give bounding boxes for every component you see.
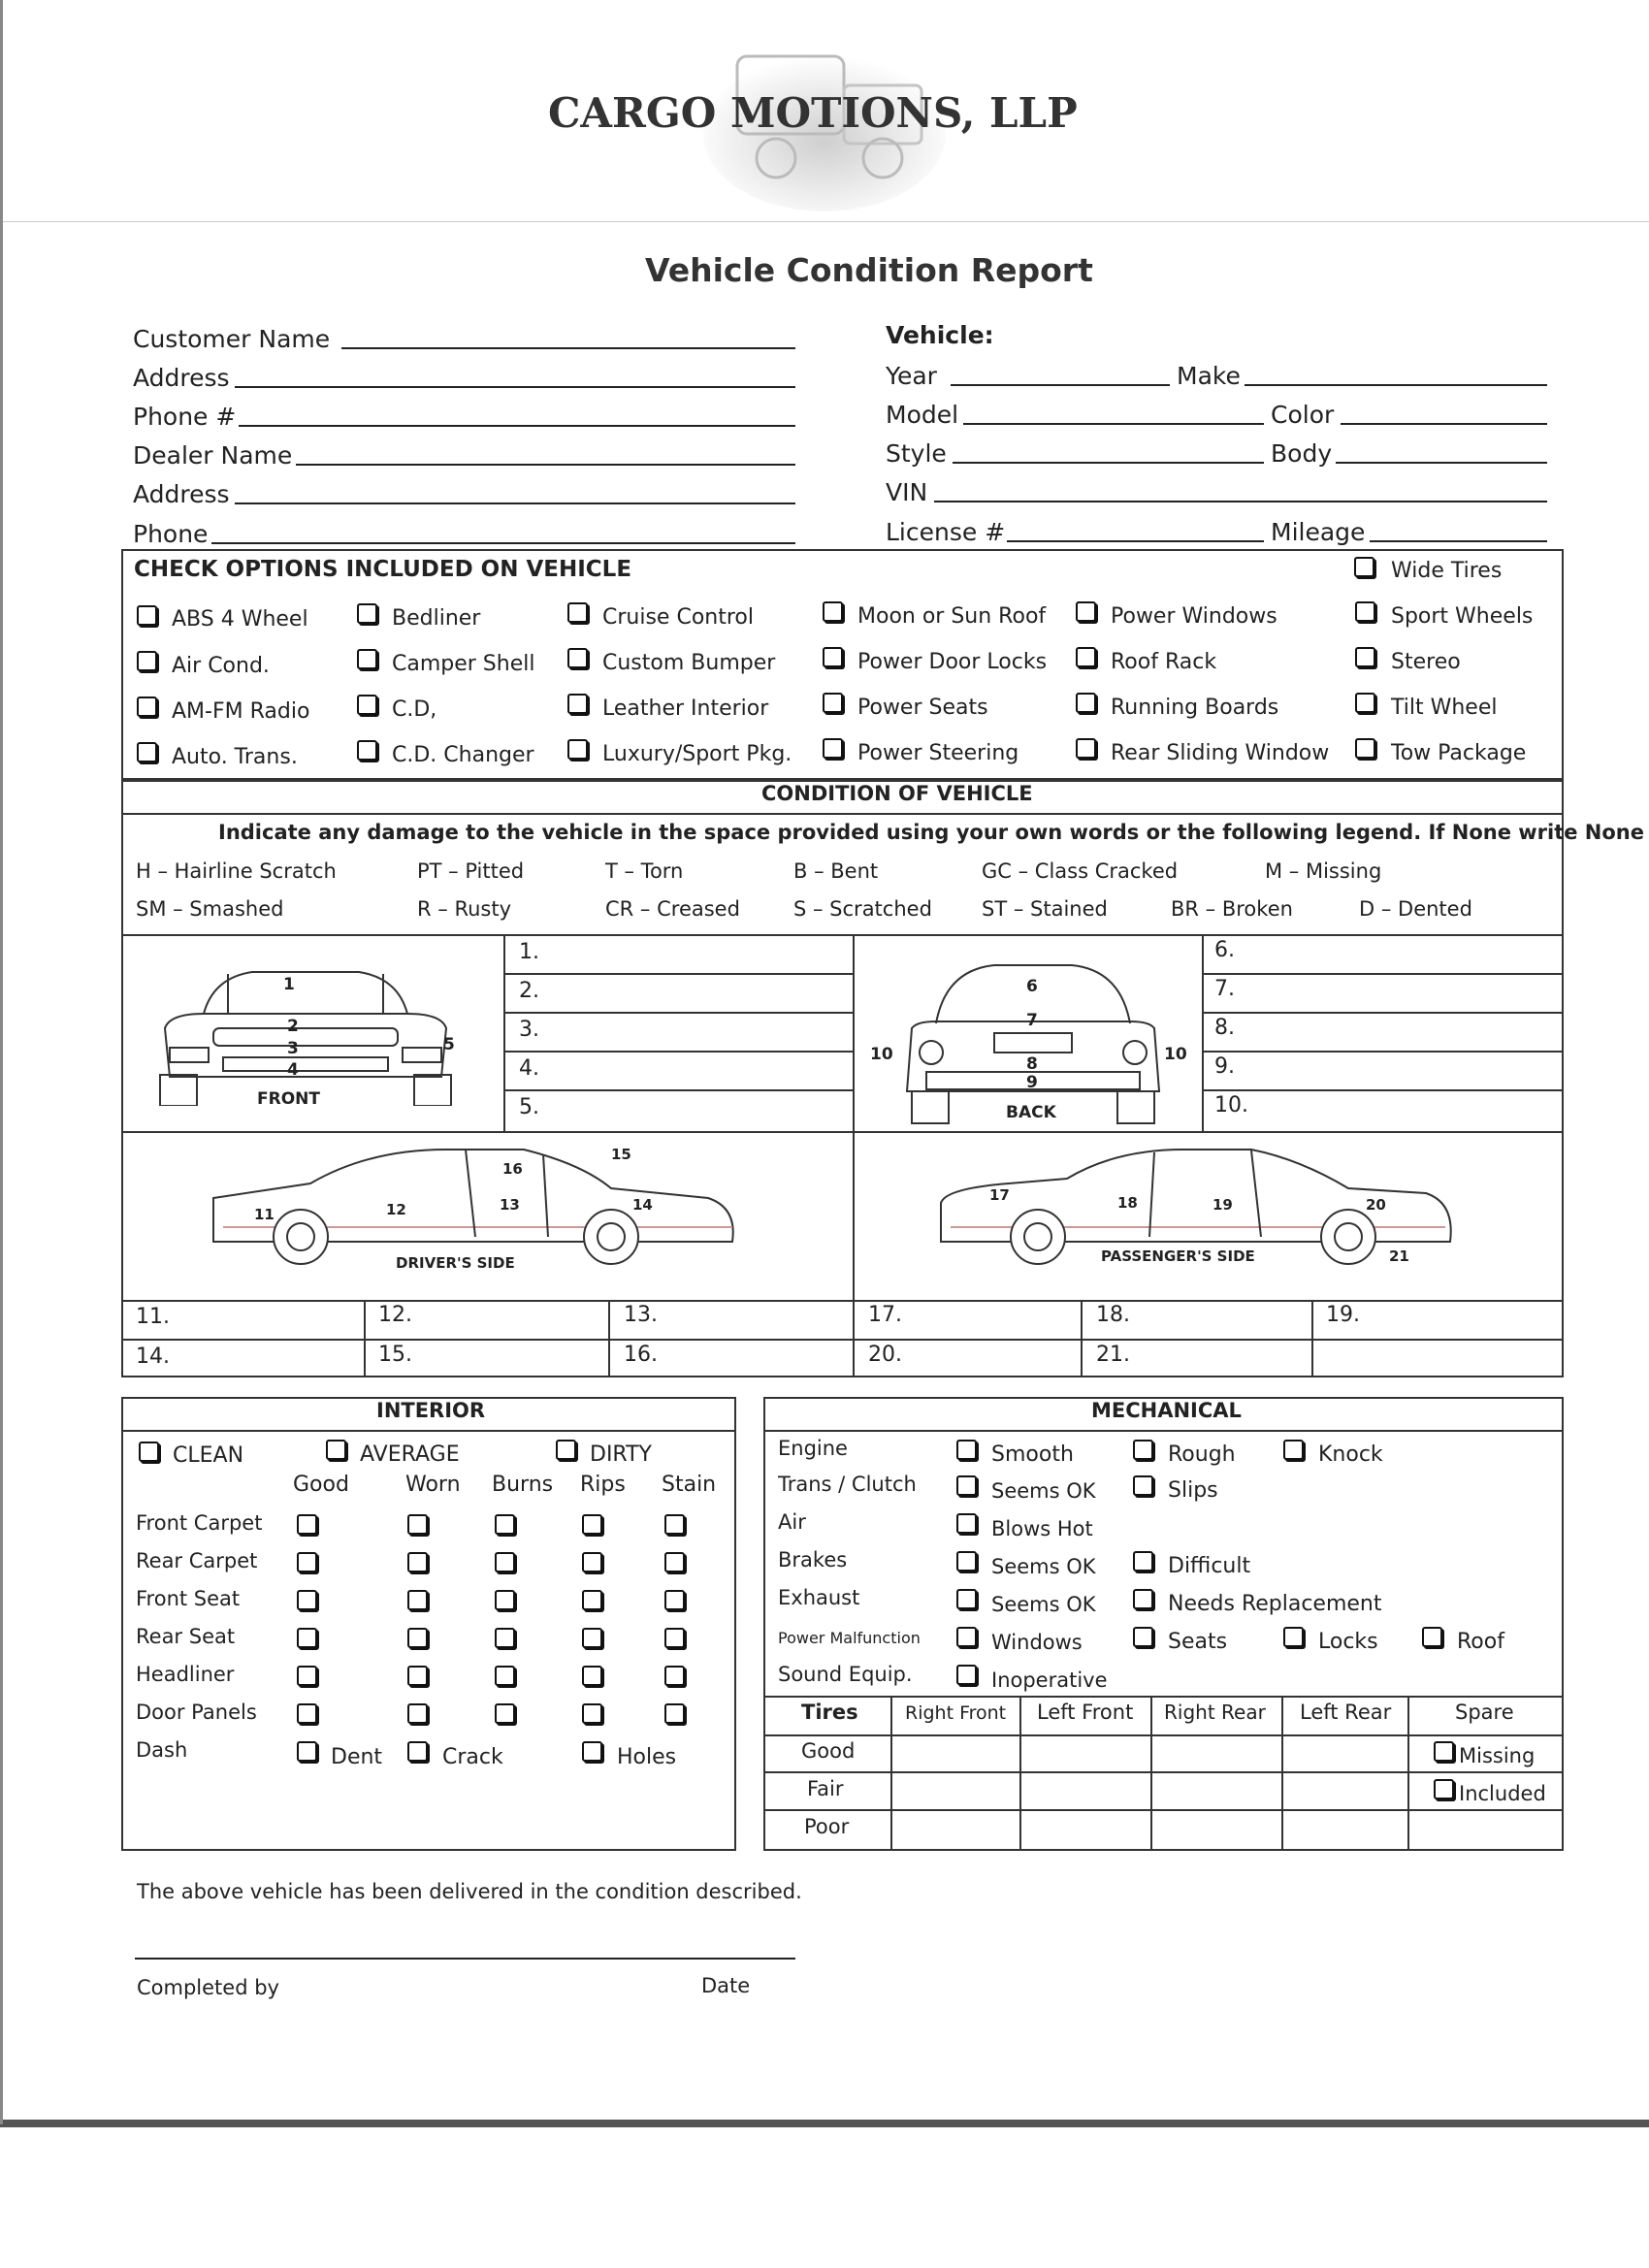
front-num-3: 3 — [287, 1039, 299, 1058]
engine-rough-checkbox[interactable] — [1133, 1440, 1153, 1460]
brakes-difficult-label: Difficult — [1168, 1554, 1251, 1578]
damage-17[interactable]: 17. — [868, 1303, 902, 1327]
make-field[interactable] — [1245, 384, 1547, 386]
grid-line — [503, 1051, 853, 1053]
sound-inoperative-label: Inoperative — [991, 1669, 1108, 1692]
trans-label: Trans / Clutch — [778, 1473, 917, 1496]
color-label: Color — [1271, 401, 1335, 429]
legend-cr: CR – Creased — [605, 897, 740, 921]
back-line-7[interactable]: 7. — [1214, 977, 1235, 1001]
company-name: CARGO MOTIONS, LLP — [548, 89, 1078, 137]
am-fm-label: AM-FM Radio — [172, 699, 310, 724]
driver-num-16: 16 — [502, 1160, 523, 1178]
air-label: Air — [778, 1510, 806, 1534]
row-front-seat: Front Seat — [136, 1587, 241, 1610]
front-line-1[interactable]: 1. — [519, 940, 539, 964]
headliner-stain[interactable] — [664, 1666, 685, 1686]
sport-wheels-label: Sport Wheels — [1391, 604, 1534, 629]
back-num-7: 7 — [1026, 1011, 1038, 1030]
legend-s: S – Scratched — [793, 897, 932, 921]
damage-21[interactable]: 21. — [1096, 1343, 1130, 1367]
interior-clean-checkbox[interactable] — [139, 1442, 159, 1462]
tires-line — [763, 1809, 1564, 1811]
phone-field[interactable] — [239, 425, 795, 427]
row-rear-seat: Rear Seat — [136, 1625, 236, 1648]
grid-line — [853, 934, 855, 1377]
rear-carpet-rips[interactable] — [582, 1552, 602, 1572]
stereo-label: Stereo — [1391, 650, 1461, 674]
row-front-carpet: Front Carpet — [136, 1511, 263, 1535]
engine-label: Engine — [778, 1437, 848, 1460]
roof-rack-checkbox[interactable] — [1076, 647, 1096, 667]
col-rips: Rips — [580, 1473, 626, 1497]
power-windows-malfunction-label: Windows — [991, 1631, 1083, 1654]
driver-num-15: 15 — [611, 1146, 631, 1163]
interior-average-label: AVERAGE — [360, 1442, 460, 1467]
rear-seat-stain[interactable] — [664, 1628, 685, 1648]
engine-smooth-checkbox[interactable] — [956, 1440, 977, 1460]
dealer-phone-label: Phone — [133, 520, 209, 548]
grid-line — [121, 1131, 1564, 1133]
power-door-locks-checkbox[interactable] — [823, 647, 843, 667]
tires-row-good: Good — [801, 1739, 856, 1763]
tires-row-fair: Fair — [807, 1777, 844, 1800]
col-good: Good — [293, 1473, 349, 1497]
mechanical-heading: MECHANICAL — [1091, 1399, 1242, 1422]
vin-label: VIN — [886, 478, 928, 506]
spare-included-checkbox[interactable] — [1434, 1779, 1454, 1799]
dealer-name-field[interactable] — [296, 464, 795, 466]
engine-rough-label: Rough — [1168, 1442, 1236, 1467]
tires-col-spare: Spare — [1455, 1701, 1514, 1724]
power-seats-checkbox[interactable] — [823, 693, 843, 713]
front-carpet-good[interactable] — [297, 1514, 317, 1535]
interior-heading: INTERIOR — [376, 1399, 486, 1422]
running-boards-label: Running Boards — [1111, 696, 1279, 720]
dealer-name-label: Dealer Name — [133, 441, 293, 470]
condition-instructions: Indicate any damage to the vehicle in the space provided using your own words or the following legend. If None write None — [218, 821, 1644, 844]
interior-clean-label: CLEAN — [173, 1443, 244, 1468]
custom-bumper-checkbox[interactable] — [567, 648, 588, 668]
left-edge-shadow — [0, 0, 3, 2124]
damage-13[interactable]: 13. — [624, 1303, 658, 1327]
front-carpet-worn[interactable] — [407, 1514, 428, 1535]
power-seats-malfunction-checkbox[interactable] — [1133, 1627, 1153, 1647]
rear-seat-burns[interactable] — [495, 1628, 515, 1648]
row-door-panels: Door Panels — [136, 1701, 257, 1724]
tires-line — [1019, 1696, 1021, 1851]
customer-name-label: Customer Name — [133, 325, 331, 353]
address-field[interactable] — [235, 386, 795, 388]
tires-line — [763, 1734, 1564, 1736]
damage-12[interactable]: 12. — [378, 1303, 412, 1327]
spare-included-label: Included — [1459, 1782, 1546, 1805]
condition-heading: CONDITION OF VEHICLE — [761, 782, 1033, 805]
paper-edge-shadow — [0, 2120, 1649, 2127]
rear-carpet-good[interactable] — [297, 1552, 317, 1572]
address-label: Address — [133, 364, 230, 392]
cd-checkbox[interactable] — [357, 695, 377, 715]
tires-line — [890, 1696, 892, 1851]
grid-line — [1202, 1051, 1564, 1053]
grid-line — [1311, 1300, 1313, 1377]
exhaust-needs-replacement-checkbox[interactable] — [1133, 1589, 1153, 1609]
dealer-address-field[interactable] — [235, 502, 795, 504]
door-panels-burns[interactable] — [495, 1703, 515, 1724]
luxury-sport-checkbox[interactable] — [567, 739, 588, 760]
front-seat-worn[interactable] — [407, 1590, 428, 1610]
tires-line — [1281, 1696, 1283, 1851]
back-num-10-right: 10 — [1164, 1045, 1187, 1064]
delivery-statement: The above vehicle has been delivered in the condition described. — [137, 1880, 802, 1903]
headliner-burns[interactable] — [495, 1666, 515, 1686]
headliner-rips[interactable] — [582, 1666, 602, 1686]
front-num-4: 4 — [287, 1060, 299, 1080]
tires-row-poor: Poor — [804, 1815, 850, 1838]
car-front-diagram — [146, 960, 466, 1106]
sound-inoperative-checkbox[interactable] — [956, 1665, 977, 1685]
engine-smooth-label: Smooth — [991, 1442, 1074, 1467]
power-seats-label: Power Seats — [857, 696, 988, 720]
legend-sm: SM – Smashed — [136, 897, 284, 921]
license-label: License # — [886, 518, 1006, 546]
grid-line — [503, 973, 853, 975]
legend-r: R – Rusty — [417, 897, 512, 921]
driver-num-13: 13 — [500, 1196, 520, 1214]
front-num-5: 5 — [443, 1035, 455, 1054]
am-fm-checkbox[interactable] — [137, 697, 157, 717]
dash-dent-checkbox[interactable] — [297, 1741, 317, 1762]
year-field[interactable] — [951, 384, 1170, 386]
damage-15[interactable]: 15. — [378, 1343, 412, 1367]
interior-average-checkbox[interactable] — [326, 1440, 346, 1460]
cd-label: C.D, — [392, 697, 437, 722]
back-line-6[interactable]: 6. — [1214, 938, 1235, 962]
tires-col-right-rear: Right Rear — [1164, 1701, 1266, 1724]
air-blows-hot-checkbox[interactable] — [956, 1513, 977, 1534]
passenger-num-20: 20 — [1366, 1196, 1386, 1214]
legend-b: B – Bent — [793, 859, 879, 883]
date-label: Date — [701, 1974, 751, 1997]
bedliner-checkbox[interactable] — [357, 603, 377, 624]
model-label: Model — [886, 401, 959, 429]
color-field[interactable] — [1341, 423, 1547, 425]
auto-trans-label: Auto. Trans. — [172, 745, 298, 769]
dealer-phone-field[interactable] — [211, 542, 795, 544]
damage-20[interactable]: 20. — [868, 1343, 902, 1367]
power-door-locks-label: Power Door Locks — [857, 650, 1048, 674]
rear-carpet-stain[interactable] — [664, 1552, 685, 1572]
damage-19[interactable]: 19. — [1326, 1303, 1360, 1327]
front-label: FRONT — [257, 1089, 320, 1106]
legend-gc: GC – Class Cracked — [982, 859, 1179, 883]
grid-line — [121, 1300, 1564, 1302]
tow-package-checkbox[interactable] — [1355, 738, 1375, 759]
bedliner-label: Bedliner — [392, 606, 481, 631]
body-field[interactable] — [1336, 462, 1547, 464]
trans-seems-ok-label: Seems OK — [991, 1479, 1096, 1503]
running-boards-checkbox[interactable] — [1076, 693, 1096, 713]
condition-divider — [121, 813, 1564, 815]
dash-dent-label: Dent — [331, 1745, 383, 1769]
rear-sliding-window-checkbox[interactable] — [1076, 738, 1096, 759]
back-num-9: 9 — [1026, 1073, 1038, 1092]
damage-11[interactable]: 11. — [136, 1305, 170, 1329]
legend-st: ST – Stained — [982, 897, 1108, 921]
back-line-10[interactable]: 10. — [1214, 1093, 1248, 1118]
front-seat-rips[interactable] — [582, 1590, 602, 1610]
rear-sliding-window-label: Rear Sliding Window — [1111, 741, 1330, 765]
roof-rack-label: Roof Rack — [1111, 650, 1217, 674]
legend-pt: PT – Pitted — [417, 859, 525, 883]
grid-line — [121, 934, 1564, 936]
damage-18[interactable]: 18. — [1096, 1303, 1130, 1327]
car-driver-side-diagram — [204, 1145, 747, 1271]
col-worn: Worn — [405, 1473, 461, 1497]
completed-by-label: Completed by — [137, 1976, 279, 1999]
rear-seat-rips[interactable] — [582, 1628, 602, 1648]
tilt-wheel-label: Tilt Wheel — [1391, 696, 1498, 720]
headliner-good[interactable] — [297, 1666, 317, 1686]
tires-line — [1150, 1696, 1152, 1851]
auto-trans-checkbox[interactable] — [137, 742, 157, 762]
interior-divider — [121, 1430, 736, 1432]
luxury-sport-label: Luxury/Sport Pkg. — [602, 742, 792, 766]
cruise-control-label: Cruise Control — [602, 605, 754, 630]
car-passenger-side-diagram — [931, 1145, 1474, 1271]
power-malfunction-label: Power Malfunction — [778, 1629, 921, 1647]
legend-br: BR – Broken — [1171, 897, 1293, 921]
tires-col-right-front: Right Front — [905, 1702, 1007, 1724]
front-line-3[interactable]: 3. — [519, 1018, 539, 1042]
col-stain: Stain — [662, 1473, 717, 1497]
air-blows-hot-label: Blows Hot — [991, 1517, 1093, 1540]
model-field[interactable] — [963, 423, 1264, 425]
headliner-worn[interactable] — [407, 1666, 428, 1686]
trans-seems-ok-checkbox[interactable] — [956, 1475, 977, 1496]
legend-h: H – Hairline Scratch — [136, 859, 337, 883]
stereo-checkbox[interactable] — [1355, 647, 1375, 667]
camper-shell-label: Camper Shell — [392, 652, 535, 676]
exhaust-needs-replacement-label: Needs Replacement — [1168, 1592, 1382, 1616]
make-label: Make — [1177, 362, 1241, 390]
grid-line — [121, 1339, 1564, 1341]
car-back-diagram — [868, 956, 1198, 1125]
spare-missing-label: Missing — [1459, 1744, 1536, 1767]
back-num-8: 8 — [1026, 1054, 1038, 1074]
passenger-num-21: 21 — [1389, 1247, 1409, 1265]
year-label: Year — [886, 362, 937, 390]
dash-crack-checkbox[interactable] — [407, 1741, 428, 1762]
air-cond-checkbox[interactable] — [137, 651, 157, 671]
damage-16[interactable]: 16. — [624, 1343, 658, 1367]
power-windows-malfunction-checkbox[interactable] — [956, 1627, 977, 1647]
moon-roof-label: Moon or Sun Roof — [857, 604, 1047, 629]
mechanical-divider — [763, 1430, 1564, 1432]
tilt-wheel-checkbox[interactable] — [1355, 693, 1375, 713]
front-num-2: 2 — [287, 1017, 299, 1036]
back-num-6: 6 — [1026, 977, 1038, 996]
tires-line — [1407, 1696, 1409, 1851]
header-divider — [0, 221, 1649, 222]
front-carpet-stain[interactable] — [664, 1514, 685, 1535]
front-seat-stain[interactable] — [664, 1590, 685, 1610]
brakes-label: Brakes — [778, 1548, 848, 1571]
air-cond-label: Air Cond. — [172, 654, 270, 678]
front-carpet-burns[interactable] — [495, 1514, 515, 1535]
brakes-seems-ok-checkbox[interactable] — [956, 1551, 977, 1571]
drivers-side-label: DRIVER'S SIDE — [396, 1254, 515, 1271]
grid-line — [1202, 1012, 1564, 1014]
grid-line — [1202, 934, 1204, 1131]
brakes-difficult-checkbox[interactable] — [1133, 1551, 1153, 1571]
grid-line — [503, 1089, 853, 1091]
grid-line — [503, 1012, 853, 1014]
options-heading: CHECK OPTIONS INCLUDED ON VEHICLE — [134, 557, 632, 582]
back-label: BACK — [1006, 1103, 1056, 1122]
door-panels-good[interactable] — [297, 1703, 317, 1724]
leather-interior-checkbox[interactable] — [567, 694, 588, 714]
back-line-9[interactable]: 9. — [1214, 1054, 1235, 1079]
wide-tires-checkbox[interactable] — [1354, 557, 1374, 577]
legend-d: D – Dented — [1359, 897, 1472, 921]
rear-seat-good[interactable] — [297, 1628, 317, 1648]
custom-bumper-label: Custom Bumper — [602, 651, 776, 675]
power-windows-checkbox[interactable] — [1076, 601, 1096, 622]
power-windows-label: Power Windows — [1111, 604, 1277, 629]
abs-checkbox[interactable] — [137, 605, 157, 626]
exhaust-label: Exhaust — [778, 1586, 860, 1609]
signature-line[interactable] — [135, 1958, 795, 1960]
power-roof-malfunction-checkbox[interactable] — [1422, 1627, 1442, 1647]
door-panels-stain[interactable] — [664, 1703, 685, 1724]
style-label: Style — [886, 439, 947, 468]
exhaust-seems-ok-checkbox[interactable] — [956, 1589, 977, 1609]
style-field[interactable] — [953, 462, 1264, 464]
grid-line — [1202, 1089, 1564, 1091]
power-locks-malfunction-label: Locks — [1318, 1630, 1378, 1654]
trans-slips-label: Slips — [1168, 1478, 1218, 1503]
mileage-field[interactable] — [1370, 540, 1547, 542]
exhaust-seems-ok-label: Seems OK — [991, 1593, 1096, 1616]
phone-label: Phone # — [133, 403, 237, 431]
brakes-seems-ok-label: Seems OK — [991, 1555, 1096, 1578]
dealer-address-label: Address — [133, 480, 230, 508]
front-line-2[interactable]: 2. — [519, 979, 539, 1003]
engine-knock-label: Knock — [1318, 1442, 1383, 1467]
passenger-num-19: 19 — [1212, 1196, 1233, 1214]
dash-holes-label: Holes — [617, 1745, 677, 1769]
customer-name-field[interactable] — [341, 347, 795, 349]
engine-knock-checkbox[interactable] — [1283, 1440, 1304, 1460]
grid-line — [608, 1300, 610, 1377]
front-carpet-rips[interactable] — [582, 1514, 602, 1535]
driver-num-14: 14 — [632, 1196, 653, 1214]
door-panels-rips[interactable] — [582, 1703, 602, 1724]
driver-num-11: 11 — [254, 1206, 275, 1223]
tires-heading: Tires — [801, 1701, 858, 1724]
front-seat-good[interactable] — [297, 1590, 317, 1610]
cd-changer-label: C.D. Changer — [392, 743, 534, 767]
tires-line — [763, 1771, 1564, 1773]
front-num-1: 1 — [283, 975, 295, 994]
grid-line — [364, 1300, 366, 1377]
moon-roof-checkbox[interactable] — [823, 601, 843, 622]
power-steering-checkbox[interactable] — [823, 738, 843, 759]
passengers-side-label: PASSENGER'S SIDE — [1101, 1247, 1255, 1265]
dash-holes-checkbox[interactable] — [582, 1741, 602, 1762]
damage-14[interactable]: 14. — [136, 1345, 170, 1369]
row-rear-carpet: Rear Carpet — [136, 1549, 258, 1572]
mileage-label: Mileage — [1271, 518, 1366, 546]
power-steering-label: Power Steering — [857, 741, 1019, 765]
form-title: Vehicle Condition Report — [645, 251, 1093, 289]
door-panels-worn[interactable] — [407, 1703, 428, 1724]
front-line-5[interactable]: 5. — [519, 1095, 539, 1119]
rear-seat-worn[interactable] — [407, 1628, 428, 1648]
sound-equip-label: Sound Equip. — [778, 1663, 913, 1686]
driver-num-12: 12 — [386, 1201, 406, 1218]
grid-line — [1202, 973, 1564, 975]
legend-t: T – Torn — [605, 859, 684, 883]
back-num-10-left: 10 — [870, 1045, 893, 1064]
trans-slips-checkbox[interactable] — [1133, 1475, 1153, 1496]
row-headliner: Headliner — [136, 1663, 235, 1686]
tires-line — [763, 1696, 1564, 1698]
back-line-8[interactable]: 8. — [1214, 1016, 1235, 1040]
passenger-num-18: 18 — [1117, 1194, 1138, 1212]
body-label: Body — [1271, 439, 1333, 468]
col-burns: Burns — [492, 1473, 554, 1497]
power-roof-malfunction-label: Roof — [1457, 1630, 1504, 1654]
tires-col-left-rear: Left Rear — [1300, 1701, 1392, 1724]
grid-line — [503, 934, 505, 1131]
row-dash: Dash — [136, 1738, 188, 1762]
power-locks-malfunction-checkbox[interactable] — [1283, 1627, 1304, 1647]
cd-changer-checkbox[interactable] — [357, 740, 377, 761]
legend-m: M – Missing — [1265, 859, 1382, 883]
front-line-4[interactable]: 4. — [519, 1056, 539, 1081]
passenger-num-17: 17 — [989, 1186, 1010, 1204]
interior-dirty-label: DIRTY — [590, 1442, 652, 1467]
rear-carpet-burns[interactable] — [495, 1552, 515, 1572]
sport-wheels-checkbox[interactable] — [1355, 601, 1375, 622]
cruise-control-checkbox[interactable] — [567, 602, 588, 623]
dash-crack-label: Crack — [442, 1745, 503, 1769]
front-seat-burns[interactable] — [495, 1590, 515, 1610]
grid-line — [1081, 1300, 1083, 1377]
camper-shell-checkbox[interactable] — [357, 649, 377, 669]
tow-package-label: Tow Package — [1391, 741, 1527, 765]
tires-col-left-front: Left Front — [1037, 1701, 1134, 1724]
spare-missing-checkbox[interactable] — [1434, 1741, 1454, 1762]
interior-dirty-checkbox[interactable] — [556, 1440, 576, 1460]
wide-tires-label: Wide Tires — [1391, 559, 1503, 583]
vehicle-heading: Vehicle: — [886, 321, 994, 349]
license-field[interactable] — [1007, 540, 1264, 542]
leather-interior-label: Leather Interior — [602, 697, 769, 721]
rear-carpet-worn[interactable] — [407, 1552, 428, 1572]
power-seats-malfunction-label: Seats — [1168, 1630, 1228, 1654]
abs-label: ABS 4 Wheel — [172, 607, 308, 632]
vin-field[interactable] — [934, 501, 1547, 502]
